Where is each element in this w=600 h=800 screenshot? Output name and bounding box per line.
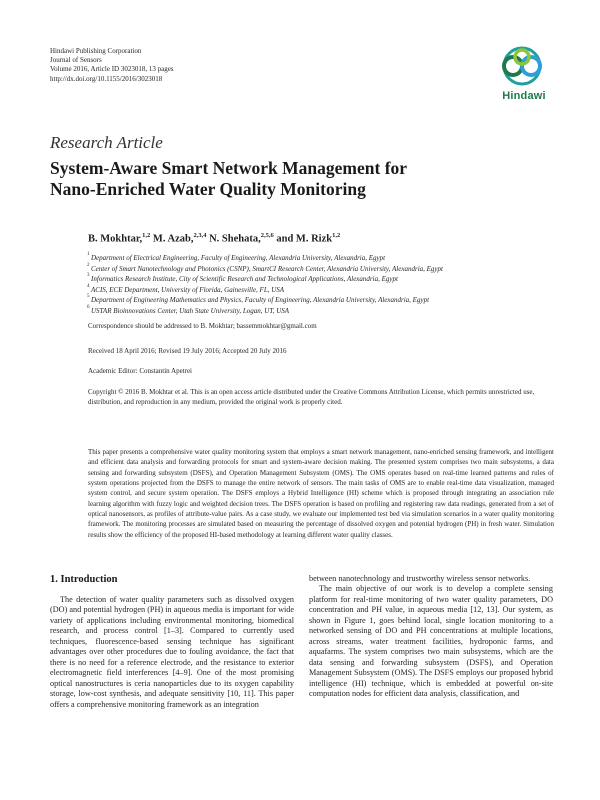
copyright-notice: Copyright © 2016 B. Mokhtar et al. This is an open access article distributed under the Creative Commons Attribution License, which permits unrestricted use, distribution, and reproduction in any medium, provided the original work is properly cited.	[88, 388, 535, 407]
author-name: B. Mokhtar,	[88, 233, 143, 245]
author-sup: 1,2	[142, 232, 151, 239]
affiliation-text: Center of Smart Nanotechnology and Photonics (CSNP), SmartCI Research Center, Alexandria University, Alexandria, Egypt	[91, 264, 443, 273]
affiliation-text: ACIS, ECE Department, University of Florida, Gainesville, FL, USA	[91, 285, 285, 294]
affiliation-text: USTAR Bioinnovations Center, Utah State University, Logan, UT, USA	[91, 306, 290, 315]
body-column-left	[50, 574, 294, 710]
author-list	[88, 232, 340, 245]
paper-title	[50, 158, 510, 200]
affiliation-number: 6	[87, 304, 90, 310]
publisher-name: Hindawi Publishing Corporation	[50, 47, 142, 55]
affiliation-number: 4	[87, 283, 90, 289]
affiliation-number: 5	[87, 294, 90, 300]
affiliation-number: 1	[87, 252, 90, 257]
title-line-2: Nano-Enriched Water Quality Monitoring	[50, 179, 366, 199]
author-sup: 2,5,6	[260, 232, 274, 239]
affiliation	[88, 253, 558, 264]
volume-info: Volume 2016, Article ID 3023018, 13 pages	[50, 65, 174, 74]
affiliation	[88, 274, 558, 285]
title-line-1: System-Aware Smart Network Management for	[50, 158, 408, 178]
section-heading: 1. Introduction	[50, 574, 118, 585]
received-dates: Received 18 April 2016; Revised 19 July 2016; Accepted 20 July 2016	[88, 347, 287, 355]
affiliation-text: Department of Electrical Engineering, Faculty of Engineering, Alexandria University, Alexandria, Egypt	[91, 254, 386, 262]
affiliation-text: Informatics Research Institute, City of Scientific Research and Technological Applications, Alexandria, Egypt	[91, 275, 398, 284]
author-sup: 2,3,4	[193, 232, 207, 239]
affiliation-list	[88, 253, 558, 317]
author-name: M. Azab,	[152, 233, 194, 245]
affiliation-number: 3	[87, 273, 90, 279]
affiliation	[88, 295, 558, 306]
body-paragraph: between nanotechnology and trustworthy wireless sensor networks.	[309, 574, 531, 583]
affiliation-text: Department of Engineering Mathematics and Physics, Faculty of Engineering, Alexandria University, Alexandria, Egypt	[91, 296, 430, 305]
body-column-right	[309, 574, 553, 699]
affiliation	[88, 264, 558, 275]
article-type: Research Article	[50, 133, 163, 152]
journal-header	[50, 47, 310, 84]
affiliation-number: 2	[87, 262, 90, 268]
abstract: This paper presents a comprehensive water quality monitoring system that employs a smart network management, nano-enriched sensing framework, and intelligent and efficient data analysis and forwarding protocols for smart and system-aware decision making. The presented system comprises two main subsystems, a data sensing and forwarding subsystem (DSFS), and Operation Management Subsystem (OMS). The OMS operates based on real-time learned patterns and rules of system operations projected from the DSFS to manage the entire network of sensors. The main tasks of OMS are to enable real-time data visualization, managed system control, and secure system operation. The DSFS employs a Hybrid Intelligence (HI) scheme which is proposed through integrating an association rule learning algorithm with fuzzy logic and weighted decision trees. The DSFS operation is based on profiling and registering raw data readings, generated from a set of optical nanosensors, as profiles of attribute-value pairs. As a case study, we evaluate our implemented test bed via simulation scenarios in a water quality monitoring framework. The monitoring processes are simulated based on measuring the percentage of dissolved oxygen and potential hydrogen (PH) in fresh water. Simulation results show the efficiency of the proposed HI-based methodology at learning different water quality classes.	[88, 448, 554, 539]
academic-editor: Academic Editor: Constantin Apetrei	[88, 367, 193, 375]
author-name: and M. Rizk	[276, 233, 333, 245]
author-name: N. Shehata,	[209, 233, 261, 245]
hindawi-logo-text: Hindawi	[502, 90, 546, 102]
journal-name: Journal of Sensors	[50, 56, 102, 65]
affiliation	[88, 306, 558, 317]
body-paragraph: The detection of water quality parameters such as dissolved oxygen (DO) and potential hydrogen (PH) in aqueous media is important for wide variety of applications including environmental monitoring, biomedical research, and process control [1–3]. Compared to currently used techniques, fluorescence-based sensing technique has significant advantages over other procedures due to fouling avoidance, the fact that there is no need for a reference electrode, and the resistance to exterior electromagnetic field interferences [4–9]. One of the most promising optical nanostructures is ceria nanoparticles due to its oxygen capability storage, low-cost synthesis, and adequate sensitivity [10, 11]. This paper offers a comprehensive monitoring framework as an integration	[50, 595, 294, 709]
body-paragraph: The main objective of our work is to develop a complete sensing platform for real-time monitoring of two water quality parameters, DO concentration and PH value, in aqueous media [12, 13]. Our system, as shown in Figure 1, goes behind local, single location monitoring to a networked sensing of DO and PH concentrations at multiple locations, across streams, water treatment facilities, hydroponic farms, and aquafarms. The system comprises two main subsystems, which are the data sensing and forwarding subsystem (DSFS), and Operation Management Subsystem (OMS). The DSFS employs our proposed hybrid intelligence (HI) technique, which is embedded at powerful on-site computation nodes for efficient data analysis, classification, and	[309, 584, 553, 698]
author-sup: 1,2	[332, 232, 341, 239]
doi-link[interactable]: http://dx.doi.org/10.1155/2016/3023018	[50, 74, 163, 83]
correspondence: Correspondence should be addressed to B. Mokhtar; bassemmokhtar@gmail.com	[88, 322, 317, 330]
affiliation	[88, 285, 558, 296]
